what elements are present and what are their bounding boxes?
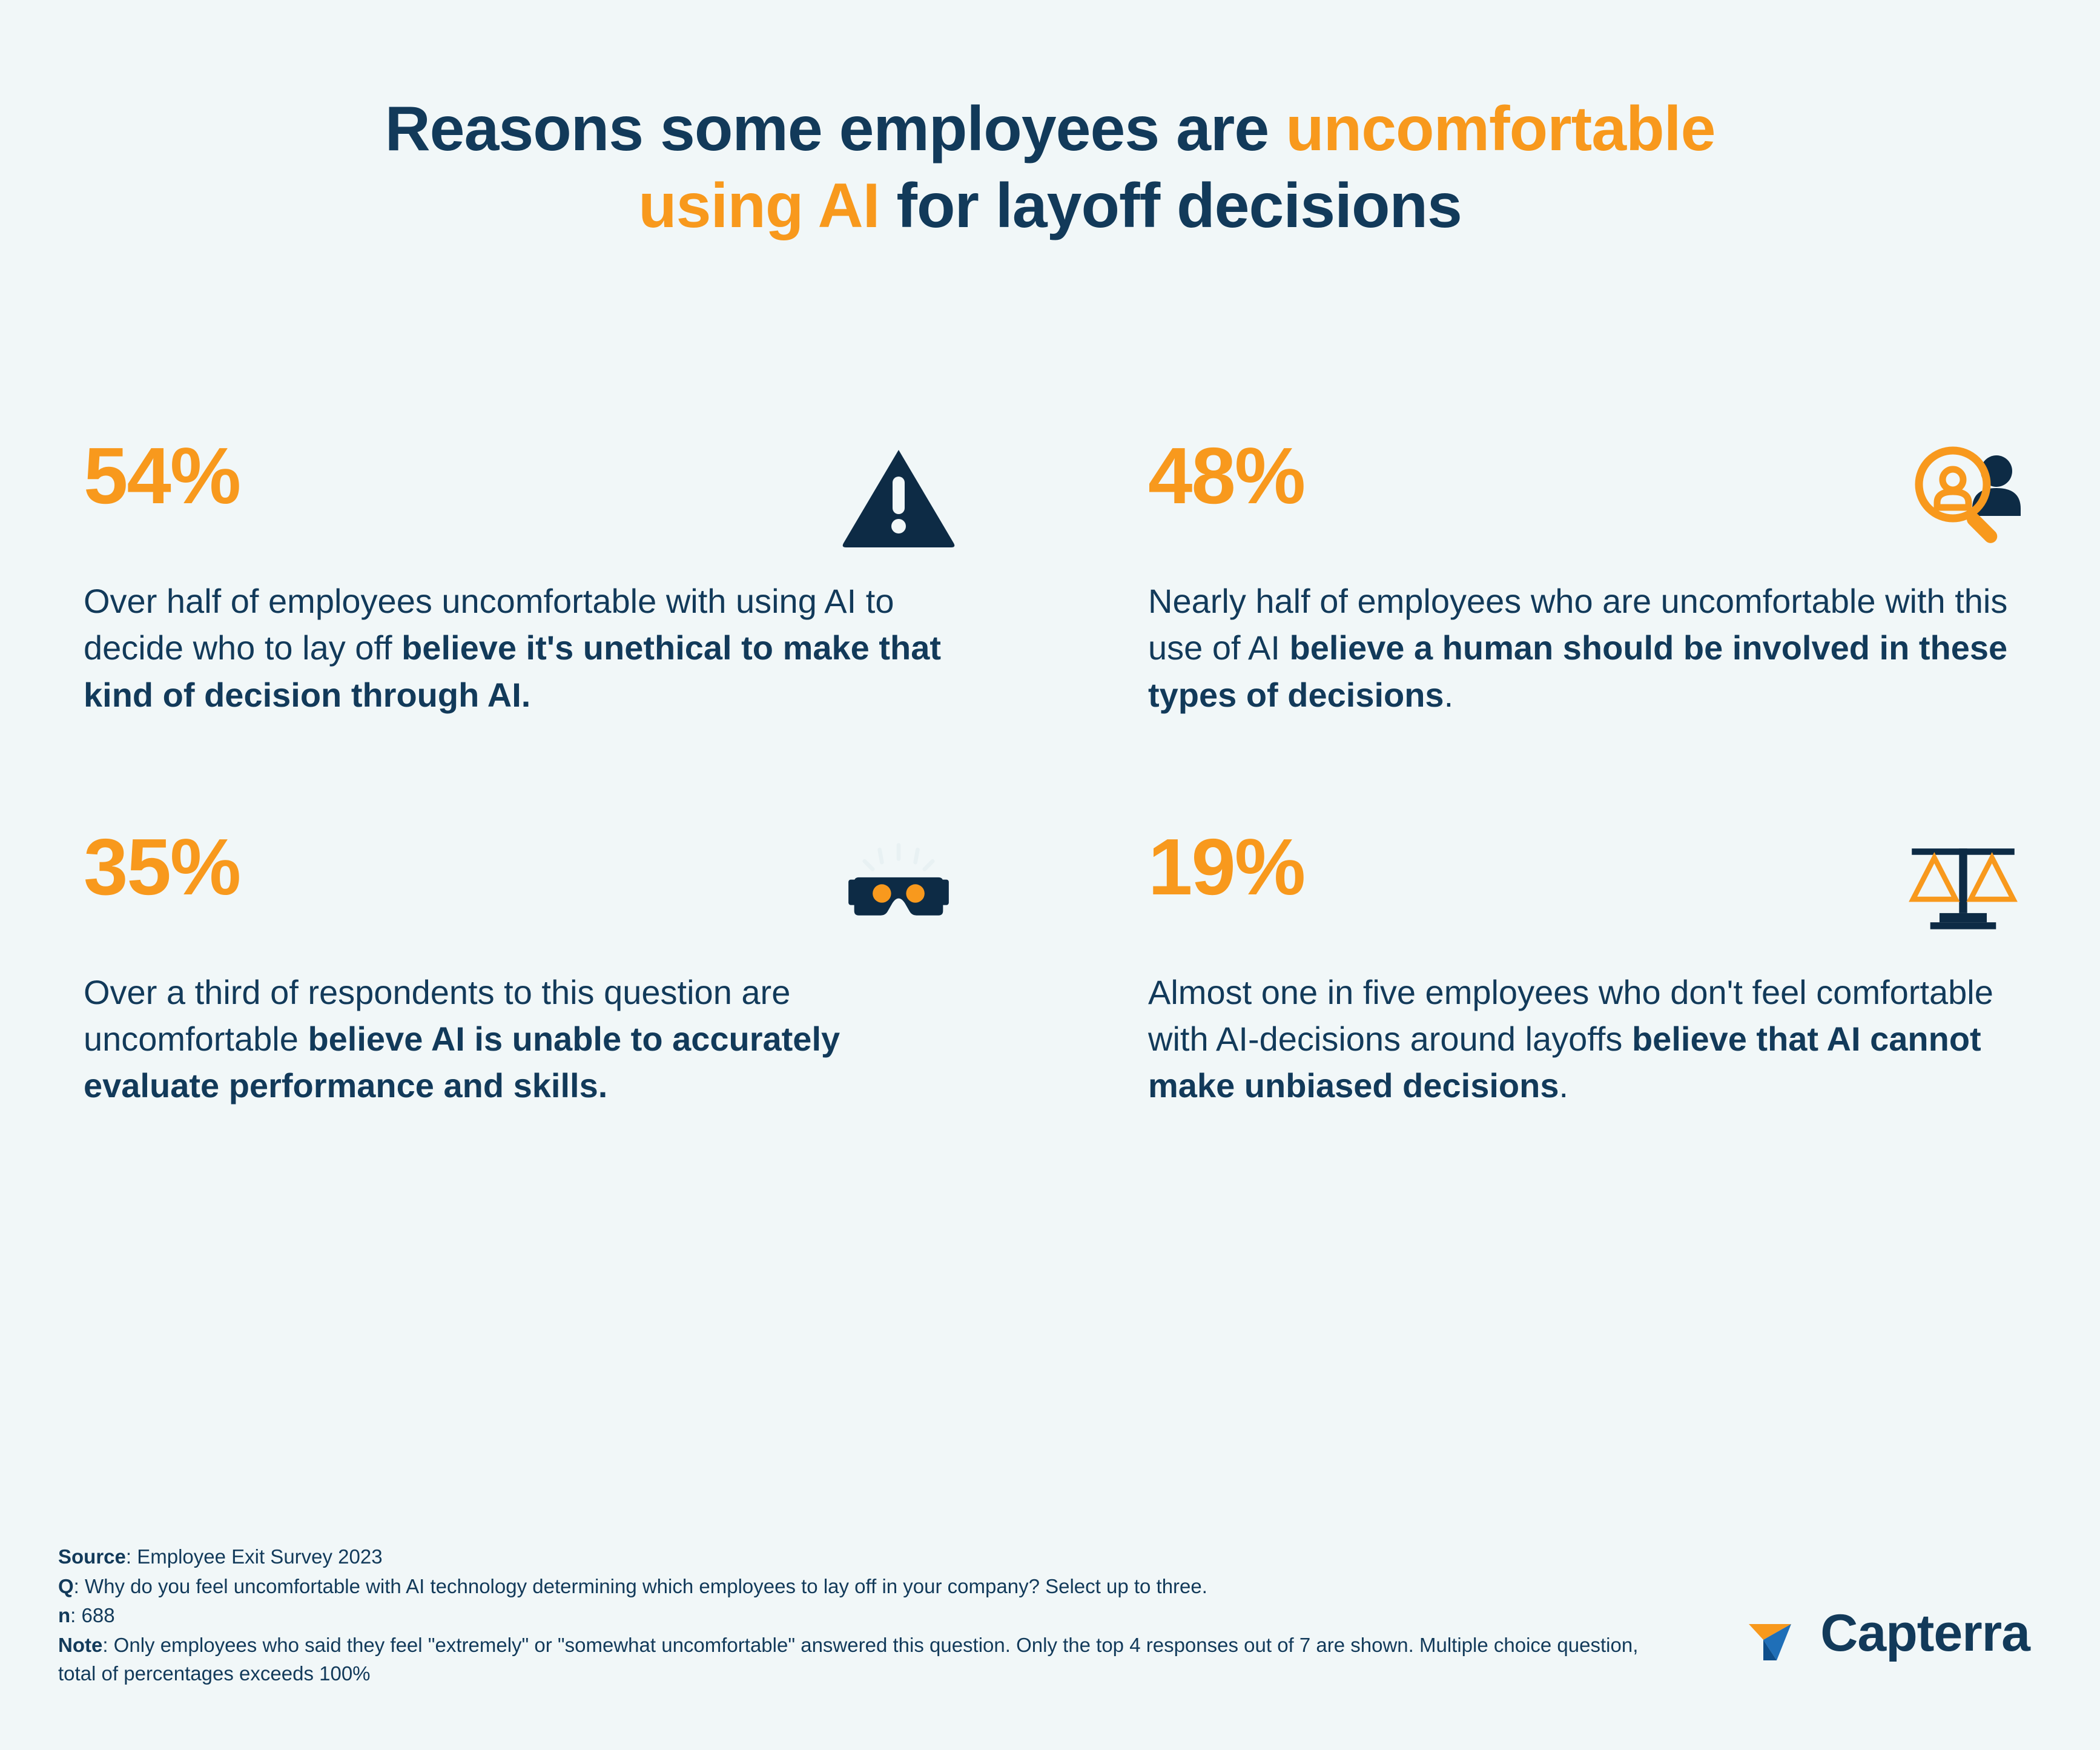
stat-card-1-head xyxy=(58,431,977,557)
stat-1-description xyxy=(58,578,977,718)
footer-source-label: Source xyxy=(58,1545,126,1568)
stat-2-text-plain-1: Nearly half of employees who are uncomfortable with this use of AI xyxy=(1148,582,2008,667)
footer-n xyxy=(58,1602,1645,1630)
stat-card-1 xyxy=(58,431,977,718)
stat-2-description xyxy=(1123,578,2042,718)
title-highlight-1: uncomfortable xyxy=(1286,94,1715,164)
footer-notes xyxy=(58,1543,1645,1689)
stat-2-percent: 48% xyxy=(1148,431,1305,520)
balance-scale-icon xyxy=(1903,827,2042,948)
stat-2-text-bold: believe a human should be involved in these types of decisions xyxy=(1148,629,2008,714)
stat-4-text-plain-2: . xyxy=(1559,1066,1569,1105)
vr-goggles-icon xyxy=(838,827,977,948)
stat-1-percent: 54% xyxy=(84,431,240,520)
magnifier-person-icon xyxy=(1903,436,2042,557)
footer xyxy=(58,1543,2042,1689)
footer-question-label: Q xyxy=(58,1574,74,1597)
stat-card-3-head xyxy=(58,822,977,948)
stat-4-percent: 19% xyxy=(1148,822,1305,911)
capterra-logo-text: Capterra xyxy=(1820,1603,2030,1662)
title-highlight-2: using AI xyxy=(638,170,880,241)
stat-1-text-bold: believe it's unethical to make that kind of decision through AI. xyxy=(84,629,942,714)
stat-2-text-plain-2: . xyxy=(1444,675,1454,714)
stat-3-percent: 35% xyxy=(84,822,240,911)
stat-card-2-head xyxy=(1123,431,2042,557)
title-text-1: Reasons some employees are xyxy=(385,94,1286,164)
stat-card-3 xyxy=(58,822,977,1109)
title-line-1 xyxy=(58,91,2042,168)
stats-grid xyxy=(58,431,2042,1109)
stat-card-2 xyxy=(1123,431,2042,718)
warning-triangle-icon xyxy=(838,436,977,557)
title-text-2: for layoff decisions xyxy=(879,170,1462,241)
stat-3-text-plain-1: Over a third of respondents to this question are uncomfortable xyxy=(84,972,791,1058)
footer-n-label: n xyxy=(58,1604,71,1627)
capterra-logo-icon xyxy=(1745,1600,1812,1666)
stat-3-description xyxy=(58,969,977,1109)
footer-note xyxy=(58,1631,1645,1688)
footer-question-value: : Why do you feel uncomfortable with AI technology determining which employees to lay off in your company? Select up to three. xyxy=(73,1574,1207,1597)
stat-card-4 xyxy=(1123,822,2042,1109)
footer-question xyxy=(58,1573,1645,1601)
capterra-logo[interactable] xyxy=(1745,1600,2042,1689)
footer-n-value: : 688 xyxy=(70,1604,115,1627)
stat-3-text-bold: believe AI is unable to accurately evaluate performance and skills. xyxy=(84,1020,840,1105)
title-line-2 xyxy=(58,168,2042,245)
footer-note-value: : Only employees who said they feel "extremely" or "somewhat uncomfortable" answered this question. Only the top 4 responses out of 7 are shown. Multiple choice question, total of percentages exceeds 100% xyxy=(58,1634,1639,1685)
stat-4-text-bold: believe that AI cannot make unbiased decisions xyxy=(1148,1020,1981,1105)
footer-source xyxy=(58,1543,1645,1571)
footer-note-label: Note xyxy=(58,1634,103,1657)
footer-source-value: : Employee Exit Survey 2023 xyxy=(125,1545,383,1568)
stat-card-4-head xyxy=(1123,822,2042,948)
page-title xyxy=(58,0,2042,245)
stat-1-text-plain-1: Over half of employees uncomfortable with using AI to decide who to lay off xyxy=(84,582,894,667)
stat-4-text-plain-1: Almost one in five employees who don't feel comfortable with AI-decisions around layoffs xyxy=(1148,972,1993,1058)
stat-4-description xyxy=(1123,969,2042,1109)
